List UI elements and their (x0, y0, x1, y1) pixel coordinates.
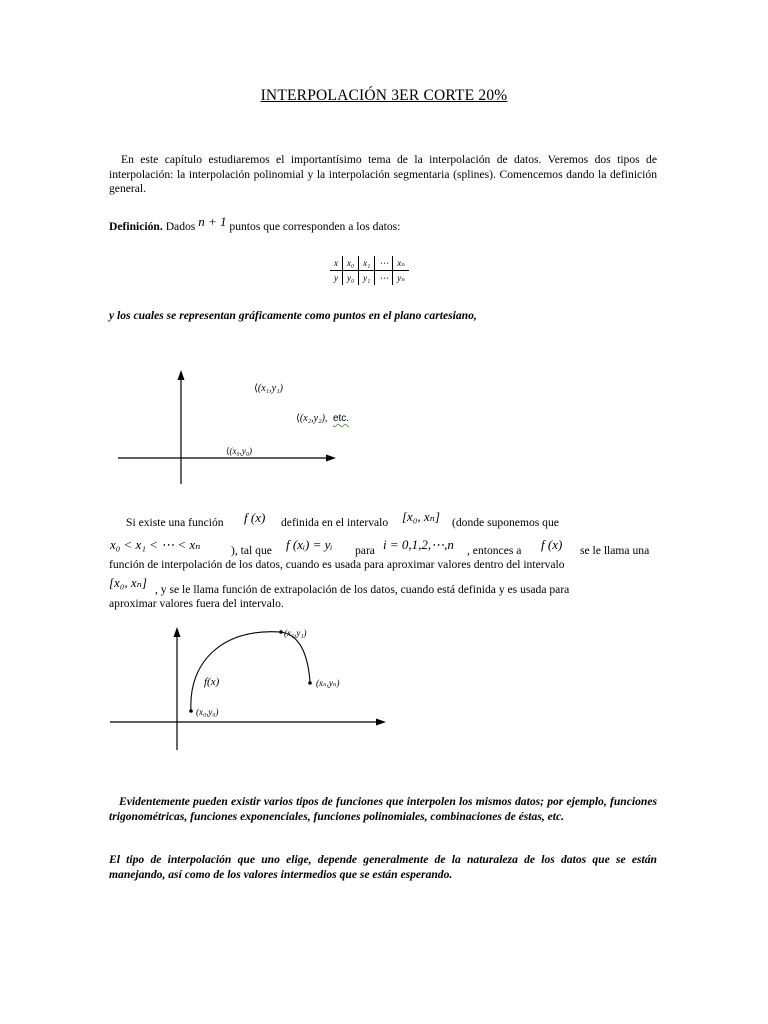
curve-point-n (308, 681, 312, 685)
intro-paragraph: En este capítulo estudiaremos el importantísimo tema de la interpolación de datos. Veremos dos tipos de interpolación: la interpolación polinomial y la interpolación segmentaria (splines). Comencemos dando la definición general. (109, 153, 657, 195)
graph-caption: y los cuales se representan gráficamente como puntos en el plano cartesiano, (109, 309, 477, 322)
definition-text-after: puntos que corresponden a los datos: (229, 220, 401, 233)
figure1-point-1: ⟨(x₁,y₁) (254, 383, 283, 394)
para2-t6: , entonces a (467, 544, 522, 557)
function-curve (191, 632, 310, 711)
data-cell: x₁ (359, 256, 375, 271)
data-cell: y₀ (343, 271, 359, 286)
para2-t2: definida en el intervalo (281, 516, 389, 529)
figure1-point-2: ⟨(x₂,y₂), etc. (296, 413, 350, 424)
para4: El tipo de interpolación que uno elige, depende generalmente de la naturaleza de los datos que se están manejando, así como de los valores intermedios que se están esperando. (109, 853, 657, 881)
data-cell: ⋯ (375, 271, 393, 286)
para2-t5: para (355, 544, 375, 557)
data-cell: x (330, 256, 343, 271)
para2-line3: función de interpolación de los datos, cuando es usada para aproximar valores dentro del intervalo (109, 558, 565, 571)
data-cell: ⋯ (375, 256, 393, 271)
figure2-label-fx: f(x) (204, 676, 220, 688)
curve-point-0 (189, 709, 193, 713)
para2-ivals: i = 0,1,2,⋯,n (383, 537, 454, 552)
para2-t4: ), tal que (231, 544, 272, 557)
page-title: INTERPOLACIÓN 3ER CORTE 20% (260, 87, 508, 104)
figure2-label-p1: (x₁,y₁) (284, 628, 307, 638)
definition-math: n + 1 (198, 214, 227, 229)
para2-interval2: [x₀, xₙ] (109, 575, 147, 590)
para2-fx2: f (x) (541, 537, 563, 552)
data-cell: xₙ (393, 256, 409, 271)
para2-fxi: f (xᵢ) = yᵢ (286, 537, 333, 552)
para2-t1: Si existe una función (126, 516, 224, 529)
para2-fx: f (x) (244, 510, 266, 525)
para2-inequality: x₀ < x₁ < ⋯ < xₙ (110, 537, 201, 552)
figure1-point-0: ⟨(x₀,y₀) (226, 446, 253, 456)
curve-point-1 (279, 630, 283, 634)
definition-label: Definición. (109, 220, 163, 233)
para2-line5: aproximar valores fuera del intervalo. (109, 597, 284, 610)
data-cell: yₙ (397, 272, 405, 283)
para2-t3: (donde suponemos que (452, 516, 559, 529)
figure2-label-p0: (x₀,y₀) (196, 707, 219, 717)
para2-t8: , y se le llama función de extrapolación de los datos, cuando está definida y es usada para (155, 583, 570, 596)
figure1-etc: etc. (332, 413, 350, 424)
definition-text-before: Dados (165, 220, 196, 233)
data-cell: y₁ (359, 271, 375, 286)
data-cell: x₀ (343, 256, 359, 271)
figure2-label-pn: (xₙ,yₙ) (316, 678, 340, 688)
para2-interval: [x₀, xₙ] (402, 509, 440, 524)
para3: Evidentemente pueden existir varios tipos de funciones que interpolen los mismos datos; por ejemplo, funciones trigonométricas, funciones exponenciales, funciones polinomiales, combinaciones de éstas, etc. (109, 795, 657, 823)
data-cell: y (330, 271, 343, 286)
para2-t7: se le llama una (580, 544, 650, 557)
